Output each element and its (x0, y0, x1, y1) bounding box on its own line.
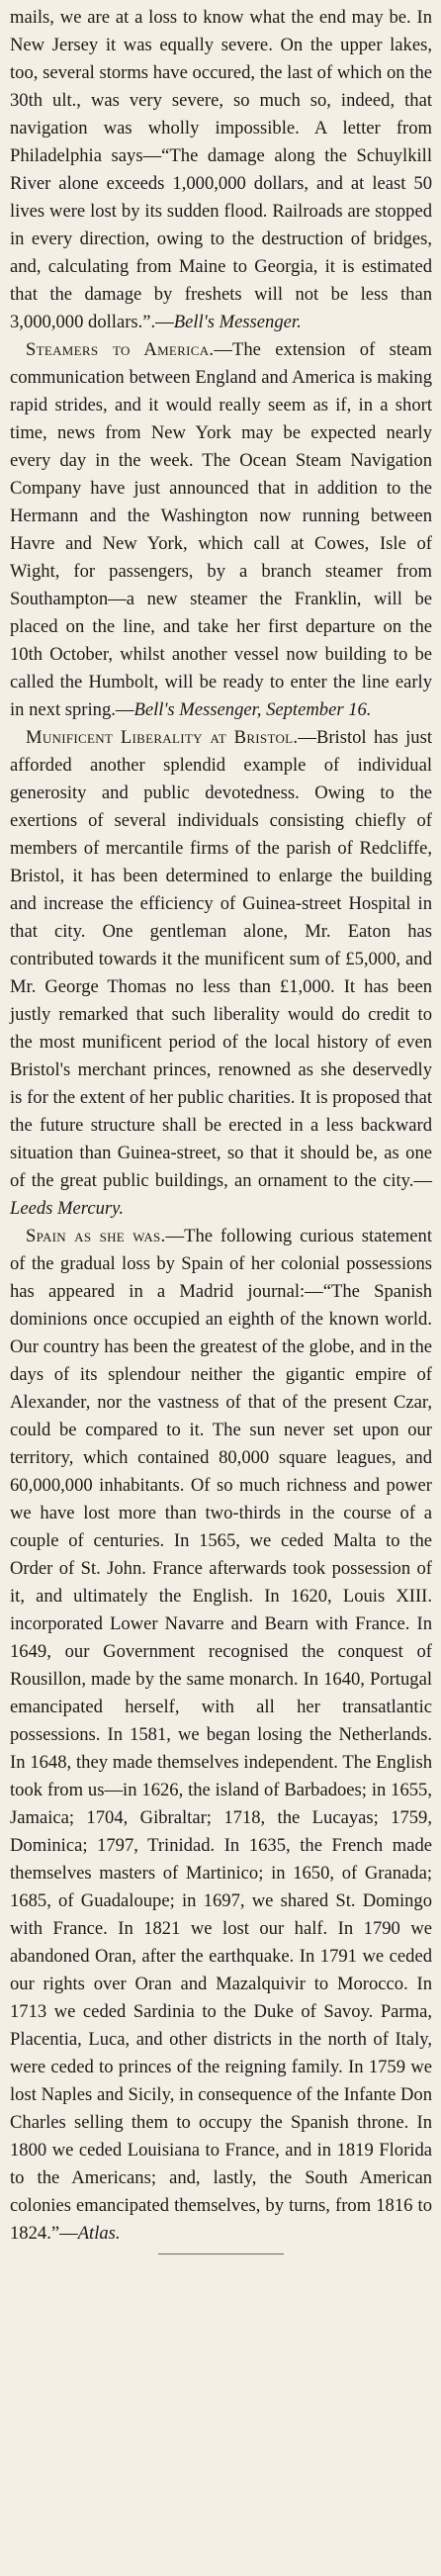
article-body: —Bristol has just afforded another splendid example of individual generosity and public devotedness. Owing to the exertions of several individuals consisting chiefly of members of mercantile firms of the parish of Redcliffe, Bristol, it has been determined to enlarge the building and increase the efficiency of Guinea-street Hospital in that city. One gentleman alone, Mr. Eaton has contributed towards it the munificent sum of £5,000, and Mr. George Thomas no less than £1,000. It has been justly remarked that such liberality would do credit to the most munificent period of the local history of even Bristol's merchant princes, renowned as she deservedly is for the extent of her public charities. It is proposed that the future structure shall be erected in a less backward situation than Guinea-street, so that it should be, as one of the great public buildings, an ornament to the city.— (10, 727, 432, 1191)
article-spain-as-she-was (10, 1223, 432, 2248)
article-body: mails, we are at a loss to know what the end may be. In New Jersey it was equally severe. On the upper lakes, too, several storms have occured, the last of which on the 30th ult., was very severe, so much so, indeed, that navigation was wholly impossible. A letter from Philadelphia says—“The damage along the Schuylkill River alone exceeds 1,000,000 dollars, and at least 50 lives were lost by its sudden flood. Railroads are stopped in every direction, owing to the destruction of bridges, and, calculating from Maine to Georgia, it is estimated that the damage by freshets will not be less than 3,000,000 dollars.”.— (10, 7, 432, 332)
article-heading: Munificent Liberality at Bristol. (26, 727, 299, 748)
article-heading: Steamers to America. (26, 339, 215, 360)
article-source: Atlas. (77, 2223, 121, 2244)
article-heading: Spain as she was. (26, 1226, 166, 1246)
article-body: —The following curious statement of the gradual loss by Spain of her colonial possessions has appeared in a Madrid journal:—“The Spanish dominions once occupied an eighth of the known world. Our country has been the greatest of the globe, and in the days of its splendour neither the gigantic empire of Alexander, nor the vastness of that of the present Czar, could be compared to it. The sun never set upon our territory, which contained 80,000 square leagues, and 60,000,000 inhabitants. Of so much richness and power we have lost more than two-thirds in the course of a couple of centuries. In 1565, we ceded Malta to the Order of St. John. France afterwards took possession of it, and ultimately the English. In 1620, Louis XIII. incorporated Lower Navarre and Bearn with France. In 1649, our Government recognised the conquest of Rousillon, made by the same monarch. In 1640, Portugal emancipated herself, with all her transatlantic possessions. In 1581, we began losing the Netherlands. In 1648, they made themselves independent. The English took from us—in 1626, the island of Barbadoes; in 1655, Jamaica; 1704, Gibraltar; 1718, the Lucayas; 1759, Dominica; 1797, Trinidad. In 1635, the French made themselves masters of Martinico; in 1650, of Granada; 1685, of Guadaloupe; in 1697, we shared St. Domingo with France. In 1821 we lost our half. In 1790 we abandoned Oran, after the earthquake. In 1791 we ceded our rights over Oran and Mazalquivir to Morocco. In 1713 we ceded Sardinia to the Duke of Savoy. Parma, Placentia, Luca, and other districts in the north of Italy, were ceded to princes of the reigning family. In 1759 we lost Naples and Sicily, in consequence of the Infante Don Charles selling them to occupy the Spanish throne. In 1800 we ceded Louisiana to France, and in 1819 Florida to the Americans; and, lastly, the South American colonies emancipated themselves, by turns, from 1816 to 1824.”— (10, 1226, 432, 2244)
article-steamers-to-america (10, 336, 432, 724)
article-body: —The extension of steam communication between England and America is making rapid strides, and it would really seem as if, in a short time, news from New York may be expected nearly every day in the week. The Ocean Steam Navigation Company have just announced that in addition to the Hermann and the Washington now running between Havre and New York, which call at Cowes, Isle of Wight, for passengers, by a branch steamer from Southampton—a new steamer the Franklin, will be placed on the line, and take her first departure on the 10th October, whilst another vessel now building to be called the Humbolt, will be ready to enter the line early in next spring.— (10, 339, 432, 720)
article-munificent-liberality (10, 724, 432, 1223)
article-source: Bell's Messenger. (173, 312, 302, 332)
article-source: Leeds Mercury. (10, 1198, 124, 1219)
continued-article-flood-damage (10, 4, 432, 336)
article-source: Bell's Messenger, September 16. (133, 699, 372, 720)
